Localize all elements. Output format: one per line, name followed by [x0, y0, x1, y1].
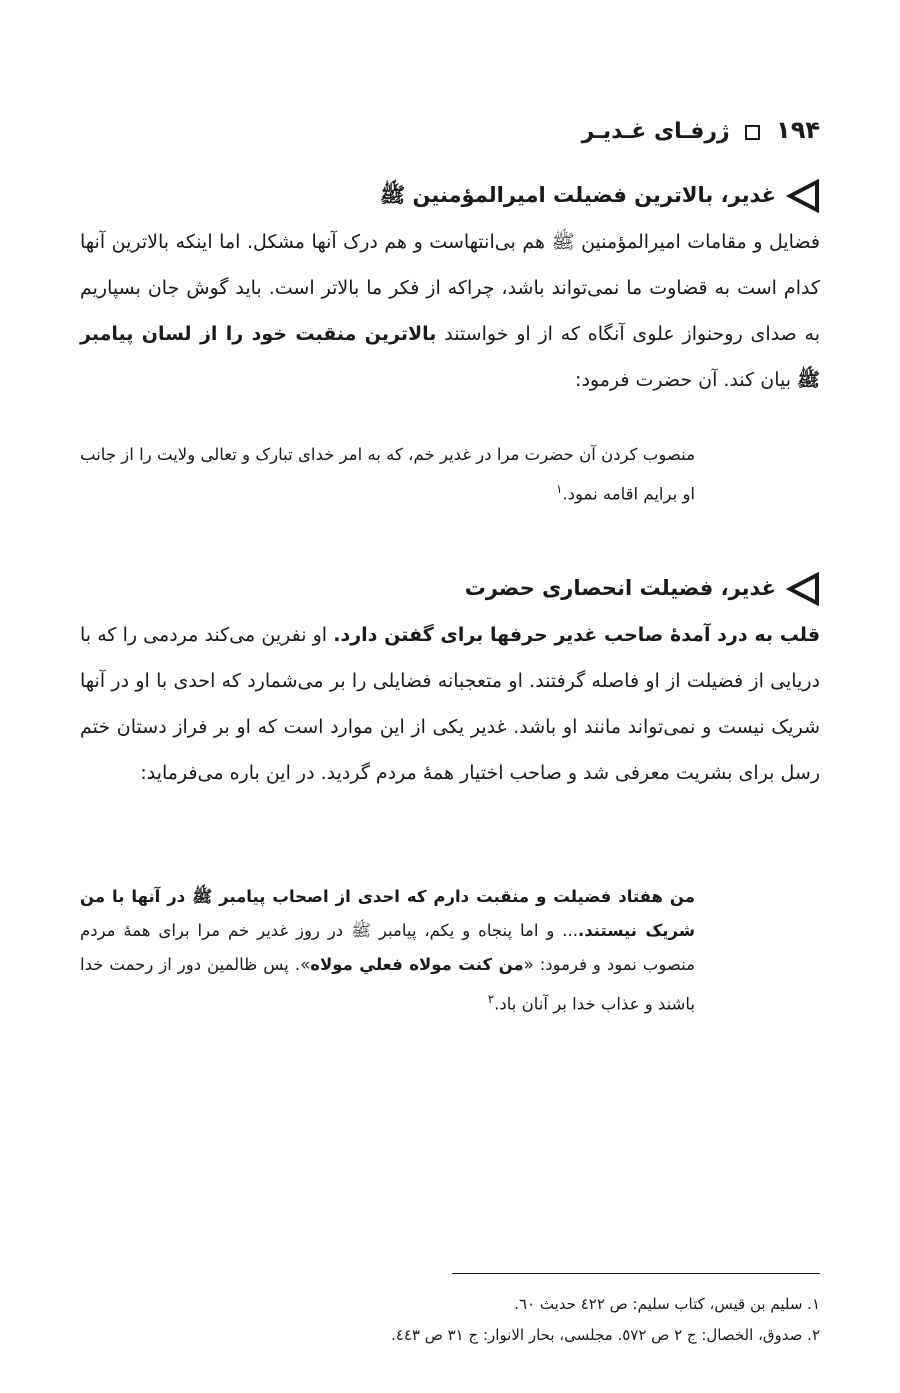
paragraph-text-end: بیان کند. آن حضرت فرمود:	[575, 369, 798, 391]
quote-text: منصوب کردن آن حضرت مرا در غدیر خم، که به امر خدای تبارک و تعالی ولایت را از جانب او برایم اقامه نمود.	[80, 445, 695, 504]
triangle-marker-icon	[786, 572, 820, 606]
footnote-1: ۱. سلیم بن قیس، کتاب سلیم: ص ٤٢٢ حدیث ٦٠.	[514, 1295, 820, 1313]
section-heading-1	[100, 177, 820, 213]
section-heading-2	[100, 570, 820, 606]
quote-bold-text: من هفتاد فضیلت و منقبت دارم که احدی از اصحاب پیامبر ﷺ در آنها با من شریک نیستند.	[80, 887, 695, 940]
section-title-2: غدیر، فضیلت انحصاری حضرت	[464, 576, 776, 600]
paragraph-text: او نفرین می‌کند مردمی را که با دریایی از فضیلت از او فاصله گرفتند. او متعجبانه فضایلی را بر می‌شمارد که احدی با او در آنها شریک نیست و نمی‌تواند مانند او باشد. غدیر یکی از این موارد است که او بر فراز دستان ختم رسل برای بشریت معرفی شد و صاحب اختیار همهٔ مردم گردید. در این باره می‌فرماید:	[80, 624, 820, 784]
footnote-ref-2[interactable]: ۲	[487, 992, 495, 1006]
paragraph-bold-text: بالاترین منقبت خود را از لسان پیامبر ﷺ	[80, 323, 820, 391]
paragraph-text: فضایل و مقامات امیرالمؤمنین ﷺ هم بی‌انتهاست و هم درک آنها مشکل. اما اینکه بالاترین آنها کدام است به قضاوت ما نمی‌تواند باشد، چراکه از فکر ما بالاتر است. باید گوش جان بسپاریم به صدای روحنواز علوی آنگاه که از او خواستند	[80, 231, 820, 345]
book-title: ژرفـای غـدیـر	[581, 119, 730, 144]
triangle-marker-icon	[786, 179, 820, 213]
section-title-1: غدیر، بالاترین فضیلت امیرالمؤمنین ﷺ	[379, 183, 776, 207]
footnote-2: ۲. صدوق، الخصال: ج ۲ ص ٥٧٢. مجلسی، بحار الانوار: ج ٣١ ص ٤٤٣.	[390, 1326, 820, 1344]
paragraph-bold-text: قلب به درد آمدهٔ صاحب غدیر حرفها برای گفتن دارد.	[333, 624, 821, 646]
page-number: ۱۹۴	[776, 116, 820, 144]
quote-1	[80, 438, 695, 512]
square-separator-icon	[745, 125, 760, 140]
quote-2	[80, 880, 695, 1022]
section1-paragraph	[80, 219, 820, 403]
footnote-ref-1[interactable]: ۱	[555, 482, 563, 496]
quote-text-end: ». پس ظالمین دور از رحمت خدا باشند و عذاب خدا بر آنان باد.	[80, 955, 695, 1014]
section2-paragraph	[80, 612, 820, 796]
footnote-divider	[452, 1273, 820, 1274]
quote-hadith-text: من کنت مولاه فعلي مولاه	[310, 955, 524, 974]
running-head	[500, 116, 820, 144]
quote-text: ... و اما پنجاه و یکم، پیامبر ﷺ در روز غدیر خم مرا برای همهٔ مردم منصوب نمود و فرمود: «	[80, 921, 695, 974]
